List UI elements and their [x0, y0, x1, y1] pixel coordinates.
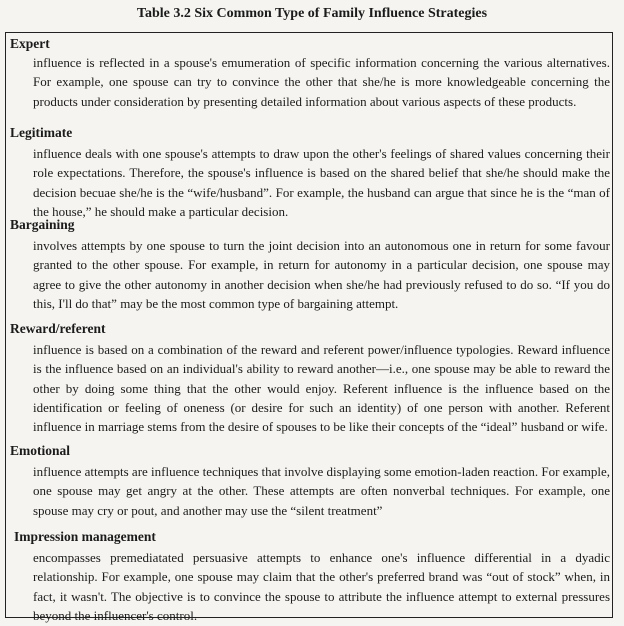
- strategies-table: [5, 32, 613, 623]
- table-title: Table 3.2 Six Common Type of Family Influence Strategies: [136, 6, 488, 21]
- strategy-heading: Expert: [10, 36, 50, 51]
- strategy-description: influence is reflected in a spouse's emumeration of specific information concerning the various alternatives. For example, one spouse can try to convince the other that she/he is more knowledgeable concerning the products under consideration by presenting detailed information about various aspects of these products.: [33, 55, 610, 109]
- strategy-description: influence attempts are influence techniques that involve displaying some emotion-laden reaction. For example, one spouse may get angry at the other. These attempts are often nonverbal techniques. For example, one spouse may cry or pout, and another may use the “silent treatment”: [33, 464, 610, 518]
- strategy-description: influence deals with one spouse's attempts to draw upon the other's feelings of shared values concerning their role expectations. Therefore, the spouse's influence is based on the shared belief that she/he should make the decision becuae she/he is the “wife/husband”. For example, the husband can argue that since he is the “man of the house,” he should make a particular decision.: [33, 146, 610, 219]
- strategy-description: involves attempts by one spouse to turn the joint decision into an autonomous one in return for some favour granted to the other spouse. For example, in return for autonomy in a particular decision, one spouse may agree to give the other autonomy in another decision when she/he had previously refused to do so. “If you do this, I'll do that” may be the most common type of bargaining attempt.: [33, 238, 610, 311]
- strategy-description: influence is based on a combination of the reward and referent power/influence typologies. Reward influence is the influence based on an individual's ability to reward another—i.e., one spouse may be able to reward the other by doing some thing that the other would enjoy. Referent influence is the influence based on the identification or feeling of oneness (or desire for such an identity) of one person with another. Referent influence in marriage stems from the desire of spouses to be like their concepts of the “ideal” husband or wife.: [33, 342, 610, 435]
- strategy-heading: Impression management: [14, 529, 156, 544]
- strategy-heading: Reward/referent: [10, 321, 106, 336]
- strategy-description: encompasses premediatated persuasive attempts to enhance one's influence differential in a dyadic relationship. For example, one spouse may claim that the other's preferred brand was “out of stock” when, in fact, it wasn't. The objective is to convince the spouse to attribute the influence attempt to external pressures beyond the influencer's control.: [33, 550, 610, 623]
- strategy-heading: Bargaining: [10, 217, 75, 232]
- strategy-heading: Legitimate: [10, 125, 73, 140]
- strategy-heading: Emotional: [10, 443, 71, 458]
